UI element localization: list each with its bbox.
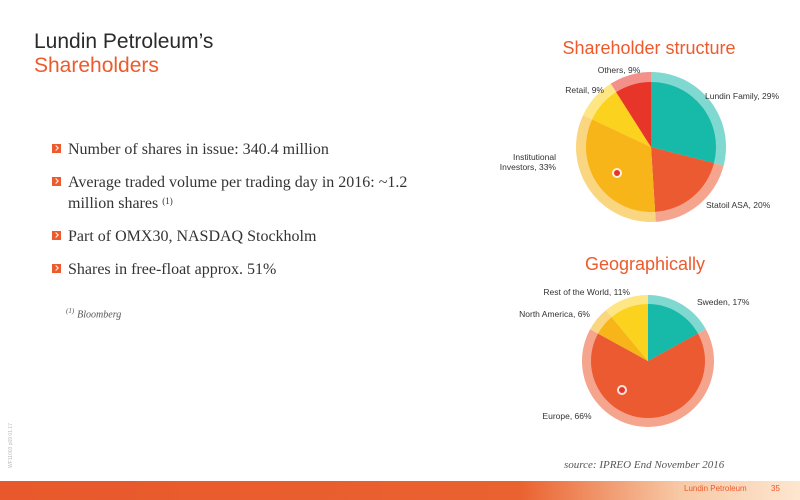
pie-data-label: Others, 9% bbox=[597, 65, 641, 75]
chart-title-shareholder-structure: Shareholder structure bbox=[562, 38, 736, 58]
pie-data-label: Institutional bbox=[513, 152, 556, 162]
bullet-text: Number of shares in issue: 340.4 million bbox=[68, 141, 329, 158]
pie-data-label: Investors, 33% bbox=[499, 162, 556, 172]
footer-bar bbox=[0, 481, 800, 500]
pie-data-label: North America, 6% bbox=[519, 309, 590, 319]
pie-highlight-dot-core bbox=[614, 170, 620, 176]
footnote-marker: (1) bbox=[66, 307, 75, 315]
pie-data-label: Europe, 66% bbox=[542, 411, 592, 421]
title-line-2: Shareholders bbox=[34, 54, 159, 77]
bullet-text: Shares in free-float approx. 51% bbox=[68, 261, 277, 278]
footer-brand: Lundin Petroleum bbox=[684, 484, 747, 493]
pie-data-label: Statoil ASA, 20% bbox=[706, 200, 771, 210]
title-line-1: Lundin Petroleum’s bbox=[34, 30, 214, 53]
bullet-text: Average traded volume per trading day in 2016: ~1.2 million shares bbox=[68, 174, 408, 212]
pie-chart-1 bbox=[500, 65, 780, 222]
footnote-text: Bloomberg bbox=[77, 309, 122, 321]
bullet-text: Part of OMX30, NASDAQ Stockholm bbox=[68, 228, 317, 245]
source-note: source: IPREO End November 2016 bbox=[564, 459, 725, 471]
pie-data-label: Rest of the World, 11% bbox=[543, 287, 630, 297]
pie-data-label: Lundin Family, 29% bbox=[705, 91, 780, 101]
bullet-footnote-ref: (1) bbox=[162, 196, 173, 206]
pie-data-label: Sweden, 17% bbox=[697, 297, 750, 307]
page-number: 35 bbox=[771, 484, 780, 493]
pie-highlight-dot-core bbox=[619, 387, 625, 393]
document-code: WF11003 p09 01.17 bbox=[8, 423, 14, 468]
chart-title-geographically: Geographically bbox=[584, 254, 706, 274]
pie-data-label: Retail, 9% bbox=[565, 85, 604, 95]
pie-chart-2 bbox=[519, 287, 750, 427]
